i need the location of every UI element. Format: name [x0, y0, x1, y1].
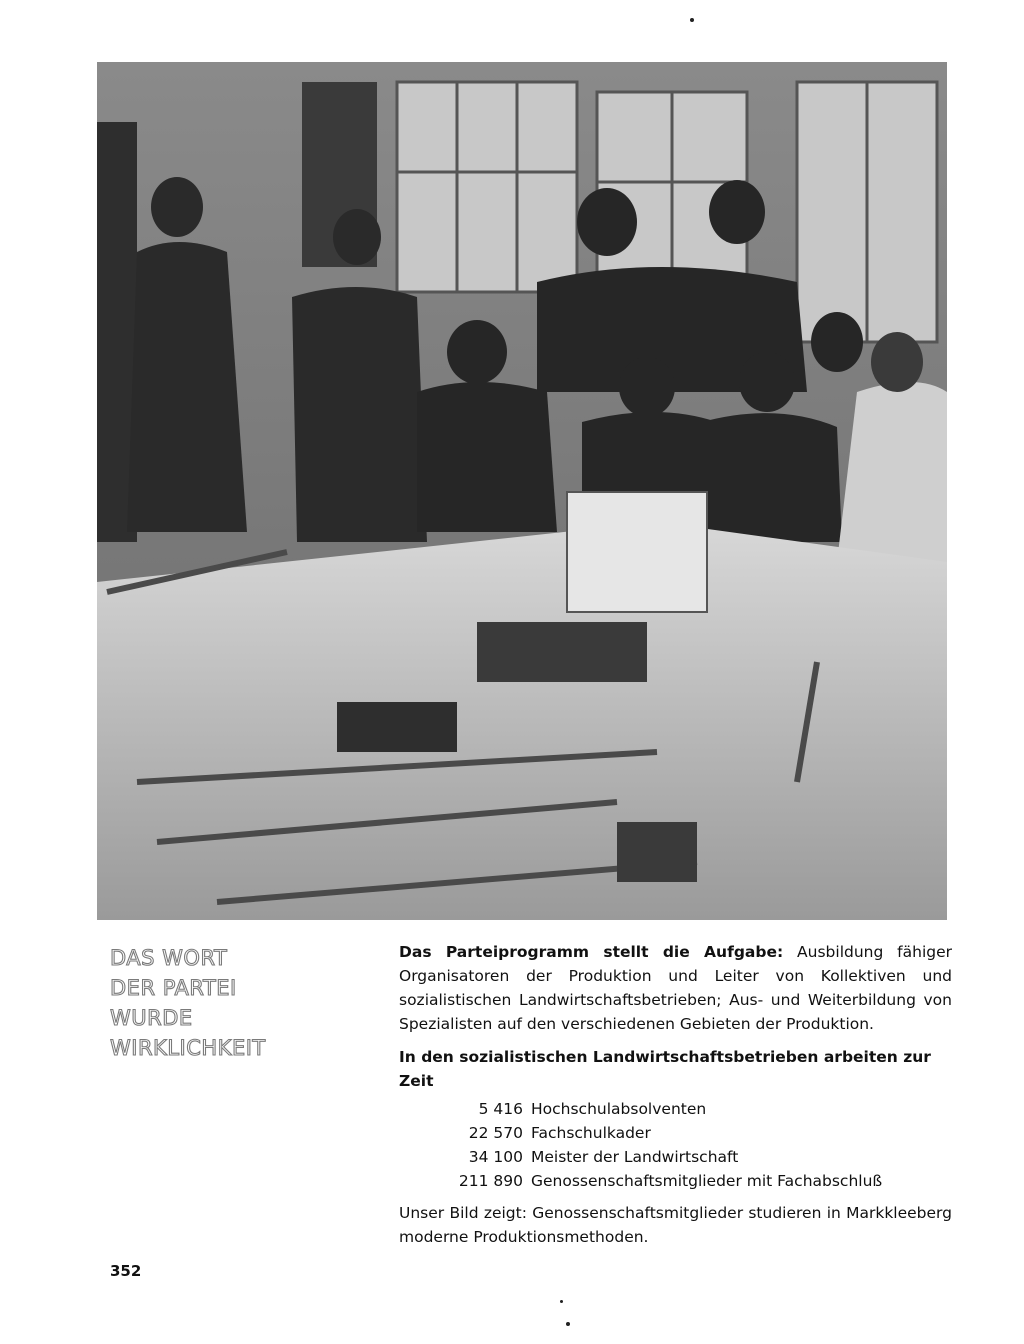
stat-label: Fachschulkader [531, 1124, 651, 1142]
print-speck [560, 1300, 563, 1303]
intro-body: Ausbildung fähiger Organisatoren der Produktion und Leiter von Kollektiven und sozialistischen Landwirtschaftsbetrieben; Aus- und Weiterbildung von Spezialisten auf den verschiedenen Gebieten der Produktion. [399, 943, 952, 1033]
side-title [110, 943, 270, 1063]
intro-lead: Das Parteiprogramm stellt die Aufgabe: [399, 943, 784, 961]
stat-number: 22 570 [468, 1124, 523, 1142]
stat-row [439, 1145, 952, 1169]
page-number: 352 [110, 1262, 142, 1280]
stat-number: 5 416 [478, 1100, 523, 1118]
side-title-line: WIRKLICHKEIT [110, 1036, 266, 1060]
stat-label: Hochschulabsolventen [531, 1100, 707, 1118]
side-title-line: DER PARTEI [110, 976, 237, 1000]
photo-illustration [97, 62, 947, 920]
side-title-line: DAS WORT [110, 946, 228, 970]
stat-row [439, 1169, 952, 1193]
stat-row [439, 1121, 952, 1145]
intro-paragraph [399, 940, 952, 1036]
text-column [399, 940, 952, 1249]
photo [97, 62, 947, 920]
photo-caption: Unser Bild zeigt: Genossenschaftsmitglieder studieren in Markkleeberg moderne Produktionsmethoden. [399, 1204, 952, 1246]
stat-label: Meister der Landwirtschaft [531, 1148, 739, 1166]
stat-label: Genossenschaftsmitglieder mit Fachabschluß [531, 1172, 883, 1190]
stat-number: 34 100 [468, 1148, 523, 1166]
print-speck [690, 18, 694, 22]
side-title-line: WURDE [110, 1006, 193, 1030]
stats-list [439, 1097, 952, 1193]
print-speck [566, 1322, 570, 1326]
stat-row [439, 1097, 952, 1121]
stat-number: 211 890 [458, 1172, 523, 1190]
stats-heading: In den sozialistischen Landwirtschaftsbetrieben arbeiten zur Zeit [399, 1048, 931, 1090]
